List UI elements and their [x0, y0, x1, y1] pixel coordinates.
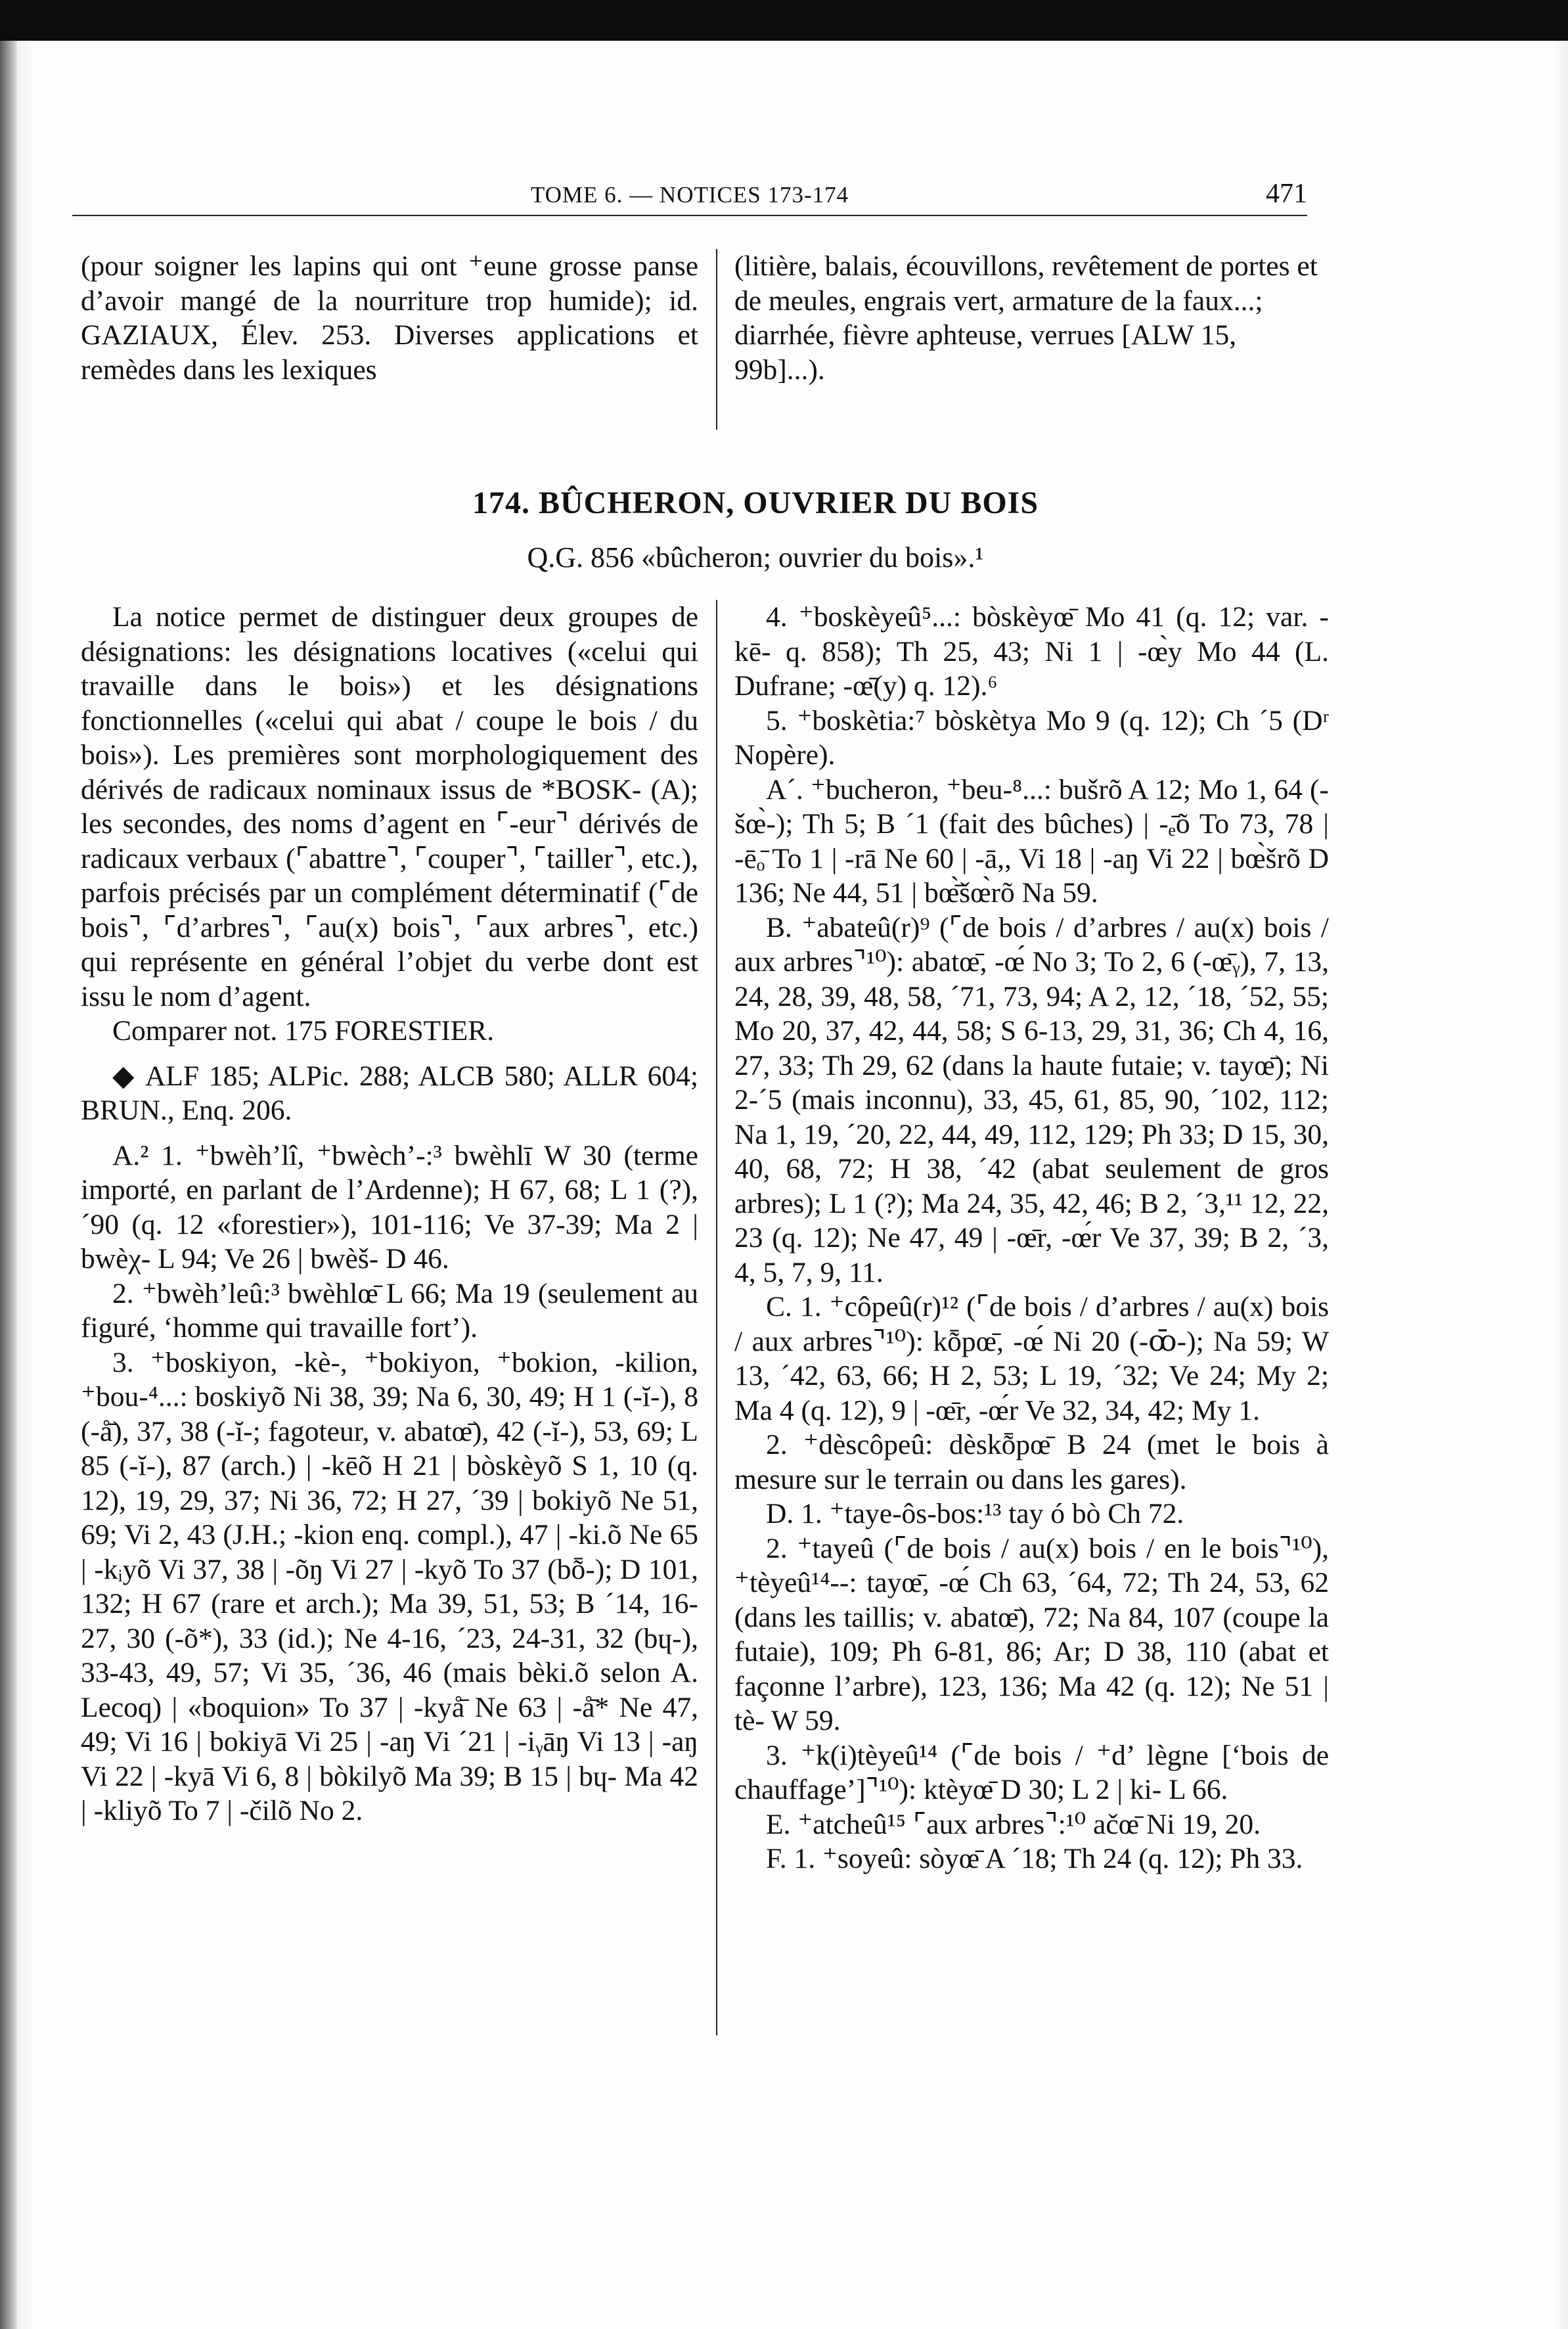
top-right-column [734, 249, 1329, 387]
entry-a2: 2. ⁺bwèh’leû:³ bwèhlœ̄ L 66; Ma 19 (seulement au figuré, ‘homme qui travaille fort’). [81, 1277, 698, 1344]
top-left-text: (pour soigner les lapins qui ont ⁺eune grosse panse d’avoir mangé de la nourriture trop humide); id. GAZIAUX, Élev. 253. Diverses applications et remèdes dans les lexiques [81, 250, 698, 386]
entry-a3: 3. ⁺boskiyon, -kè-, ⁺bokiyon, ⁺bokion, -kilion, ⁺bou-⁴...: boskiyõ Ni 38, 39; Na 6, 30, 49; H 1 (-ĭ-), 8 (-å̄), 37, 38 (-ĭ-; fagoteur, v. abatœ̄), 42 (-ĭ-), 53, 69; L 85 (-ĭ-), 87 (arch.) | -kēõ H 21 | bòskèyõ S 1, 10 (q. 12), 19, 29, 37; Ni 36, 72; H 27, ´39 | bokiyõ Ne 51, 69; Vi 2, 43 (J.H.; -kion enq. compl.), 47 | -ki.õ Ne 65 | -kᵢyõ Vi 37, 38 | -õŋ Vi 27 | -kyõ To 37 (bȭ-); D 101, 132; H 67 (rare et arch.); Ma 39, 51, 53; B ´14, 16-27, 30 (-õ*), 33 (id.); Ne 4-16, ´23, 24-31, 32 (bɥ-), 33-43, 49, 57; Vi 35, ´36, 46 (mais bèki.õ selon A. Lecoq) | «boquion» To 37 | -kyå̄ Ne 63 | -å̄* Ne 47, 49; Vi 16 | bokiyā Vi 25 | -aŋ Vi ´21 | -iᵧāŋ Vi 13 | -aŋ Vi 22 | -kyā Vi 6, 8 | bòkilyõ Ma 39; B 15 | bɥ- Ma 42 | -kliyõ To 7 | -čilõ No 2. [81, 1346, 698, 1826]
entry-a-prime: A´. ⁺bucheron, ⁺beu-⁸...: bušrõ A 12; Mo 1, 64 (-šœ̀-); Th 5; B ´1 (fait des bûches) | -ₑ̄õ To 73, 78 | -ēₒ̄ To 1 | -rā Ne 60 | -ā,, Vi 18 | -aŋ Vi 22 | bœ̀šrõ D 136; Ne 44, 51 | bœ̄̀šœ̀rõ Na 59. [734, 773, 1329, 909]
top-column-divider [716, 249, 717, 430]
entry-d2: 2. ⁺tayeû (⌜de bois / au(x) bois / en le bois⌝¹⁰), ⁺tèyeû¹⁴--: tayœ̄, -œ́ Ch 63, ´64, 72; Th 24, 53, 62 (dans les taillis; v. abatœ̄), 72; Na 84, 107 (coupe la futaie), 109; Ph 6-81, 86; Ar; D 38, 110 (abat et façonne l’arbre), 123, 136; Ma 42 (q. 12); Ne 51 | tè- W 59. [734, 1532, 1329, 1736]
page-number: 471 [1266, 179, 1307, 209]
left-column [81, 600, 698, 1828]
top-left-column [81, 249, 698, 387]
entry-c1: C. 1. ⁺côpeû(r)¹² (⌜de bois / d’arbres / au(x) bois / aux arbres⌝¹⁰): kȭpœ̄, -œ́ Ni 20 (-ꝏ̄-); Na 59; W 13, ´42, 63, 66; H 2, 53; L 19, ´32; Ve 24; My 2; Ma 4 (q. 12), 9 | -œ̄r, -œ́r Ve 32, 34, 42; My 1. [734, 1291, 1329, 1426]
top-right-text: (litière, balais, écouvillons, revêtement de portes et de meules, engrais vert, armature de la faux...; diarrhée, fièvre aphteuse, verrues [ALW 15, 99b]...). [734, 250, 1318, 386]
entry-b: B. ⁺abateû(r)⁹ (⌜de bois / d’arbres / au(x) bois / aux arbres⌝¹⁰): abatœ̄, -œ́ No 3; To 2, 6 (-œ̄ᵧ), 7, 13, 24, 28, 39, 48, 58, ´71, 73, 94; A 2, 12, ´18, ´52, 55; Mo 20, 37, 42, 44, 58; S 6-13, 29, 31, 36; Ch 4, 16, 27, 33; Th 29, 62 (dans la haute futaie; v. tayœ̄); Ni 2-´5 (mais inconnu), 33, 45, 61, 85, 90, ´102, 112; Na 1, 19, ´20, 22, 44, 49, 112, 129; Ph 33; D 15, 30, 40, 68, 72; H 38, ´42 (abat seulement de gros arbres); L 1 (?); Ma 24, 35, 42, 46; B 2, ´3,¹¹ 12, 22, 23 (q. 12); Ne 47, 49 | -œ̄r, -œ́r Ve 37, 39; B 2, ´3, 4, 5, 7, 9, 11. [734, 911, 1329, 1288]
running-head [72, 175, 1307, 216]
entry-a4: 4. ⁺boskèyeû⁵...: bòskèyœ̄ Mo 41 (q. 12; var. -kē- q. 858); Th 25, 43; Ni 1 | -œ̀y Mo 44 (L. Dufrane; -œ̄(y) q. 12).⁶ [734, 601, 1329, 702]
scan-left-edge [0, 41, 17, 2329]
entry-a1: A.² 1. ⁺bwèh’lî, ⁺bwèch’-:³ bwèhlī W 30 (terme importé, en parlant de l’Ardenne); H 67, 68; L 1 (?), ´90 (q. 12 «forestier»), 101-116; Ve 37-39; Ma 2 | bwèχ- L 94; Ve 26 | bwèš- D 46. [81, 1139, 698, 1275]
compare-line: Comparer not. 175 FORESTIER. [112, 1015, 495, 1047]
right-column [734, 600, 1329, 1876]
entry-e: E. ⁺atcheû¹⁵ ⌜aux arbres⌝:¹⁰ ačœ̄ Ni 19, 20. [766, 1808, 1261, 1840]
entry-f1: F. 1. ⁺soyeû: sòyœ̄ A ´18; Th 24 (q. 12); Ph 33. [766, 1843, 1303, 1874]
entry-d1: D. 1. ⁺taye-ôs-bos:¹³ tay ó bò Ch 72. [766, 1498, 1184, 1529]
scan-top-border [0, 0, 1568, 41]
entry-a5: 5. ⁺boskètia:⁷ bòskètya Mo 9 (q. 12); Ch ´5 (Dʳ Nopère). [734, 704, 1329, 771]
entry-c2: 2. ⁺dèscôpeû: dèskȭpœ̄ B 24 (met le bois à mesure sur le terrain ou dans les gares). [734, 1429, 1329, 1495]
section-subheading: Q.G. 856 «bûcheron; ouvrier du bois».¹ [527, 541, 984, 574]
entry-d3: 3. ⁺k(i)tèyeû¹⁴ (⌜de bois / ⁺d’ lègne [‘bois de chauffage’]⌝¹⁰): ktèyœ̄ D 30; L 2 | ki- L 66. [734, 1739, 1329, 1805]
intro-paragraph: La notice permet de distinguer deux groupes de désignations: les désignations locatives («celui qui travaille dans le bois») et les désignations fonctionnelles («celui qui abat / coupe le bois / du bois»). Les premières sont morphologiquement des dérivés de radicaux nominaux issus de *BOSK- (A); les secondes, des noms d’agent en ⌜-eur⌝ dérivés de radicaux verbaux (⌜abattre⌝, ⌜couper⌝, ⌜tailler⌝, etc.), parfois précisés par un complément déterminatif (⌜de bois⌝, ⌜d’arbres⌝, ⌜au(x) bois⌝, ⌜aux arbres⌝, etc.) qui représente en général l’objet du verbe dont est issu le nom d’agent. [81, 601, 698, 1012]
body-column-divider [716, 600, 717, 2035]
section-heading: 174. BÛCHERON, OUVRIER DU BOIS [472, 486, 1039, 520]
running-head-title: TOME 6. — NOTICES 173-174 [530, 182, 849, 208]
sources-paragraph: ◆ ALF 185; ALPic. 288; ALCB 580; ALLR 604; BRUN., Enq. 206. [81, 1060, 698, 1126]
